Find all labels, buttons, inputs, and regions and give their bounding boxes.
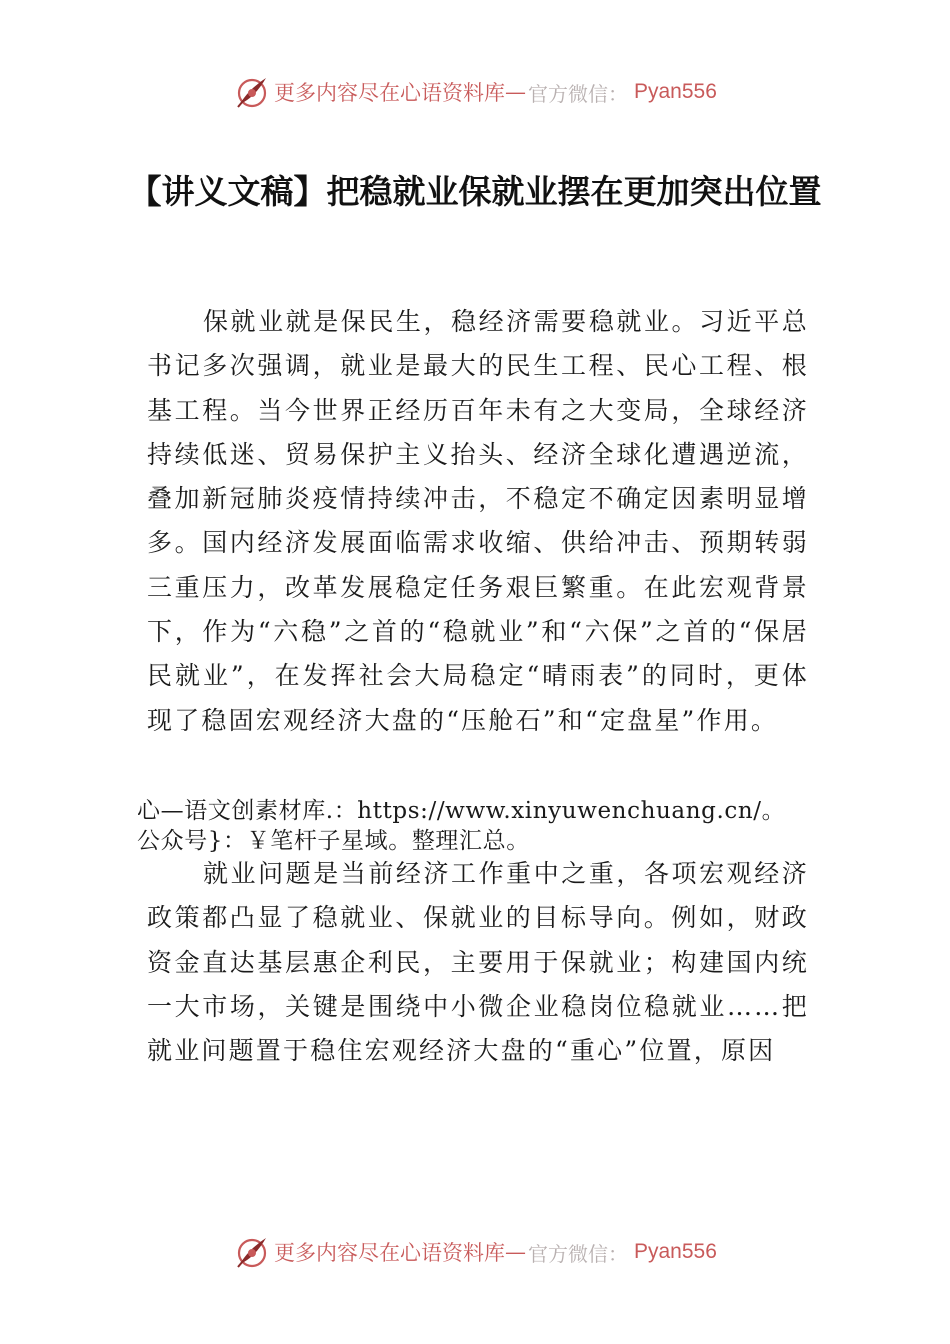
wechat-id: Pyan556 xyxy=(634,1240,717,1263)
paragraph-2-text: 就业问题是当前经济工作重中之重，各项宏观经济政策都凸显了稳就业、保就业的目标导向。例如，财政资金直达基层惠企利民，主要用于保就业；构建国内统一大市场，关键是围绕中小微企业稳岗位稳就业……把就业问题置于稳住宏观经济大盘的“重心”位置，原因 xyxy=(147,859,809,1066)
quill-ribbon-logo-icon xyxy=(234,74,270,110)
source-line-2: 公众号}：￥笔杆子星域。整理汇总。 xyxy=(137,828,530,854)
library-promo-text: 更多内容尽在心语资料库 xyxy=(274,1241,505,1265)
paragraph-1-text: 保就业就是保民生，稳经济需要稳就业。习近平总书记多次强调，就业是最大的民生工程、民心工程、根基工程。当今世界正经历百年未有之大变局，全球经济持续低迷、贸易保护主义抬头、经济全球化遭遇逆流，叠加新冠肺炎疫情持续冲击，不稳定不确定因素明显增多。国内经济发展面临需求收缩、供给冲击、预期转弱三重压力，改革发展稳定任务艰巨繁重。在此宏观背景下，作为“六稳”之首的“稳就业”和“六保”之首的“保居民就业”，在发挥社会大局稳定“晴雨表”的同时，更体现了稳固宏观经济大盘的“压舱石”和“定盘星”作用。 xyxy=(147,307,809,735)
quill-ribbon-logo-icon xyxy=(234,1234,270,1270)
library-promo-text: 更多内容尽在心语资料库 xyxy=(274,81,505,105)
header-banner xyxy=(234,74,717,110)
body-paragraph-1 xyxy=(147,300,809,743)
official-wechat-label: 官方微信： xyxy=(528,81,628,106)
document-title: 【讲义文稿】把稳就业保就业摆在更加突出位置 xyxy=(128,172,822,211)
body-paragraph-2 xyxy=(147,852,809,1073)
source-line-1: 心—语文创素材库.：https://www.xinyuwenchuang.cn/。 xyxy=(137,798,786,824)
wechat-id: Pyan556 xyxy=(634,80,717,103)
banner-separator: — xyxy=(505,80,526,104)
source-note xyxy=(137,796,817,856)
banner-separator: — xyxy=(505,1240,526,1264)
official-wechat-label: 官方微信： xyxy=(528,1241,628,1266)
footer-banner xyxy=(234,1234,717,1270)
